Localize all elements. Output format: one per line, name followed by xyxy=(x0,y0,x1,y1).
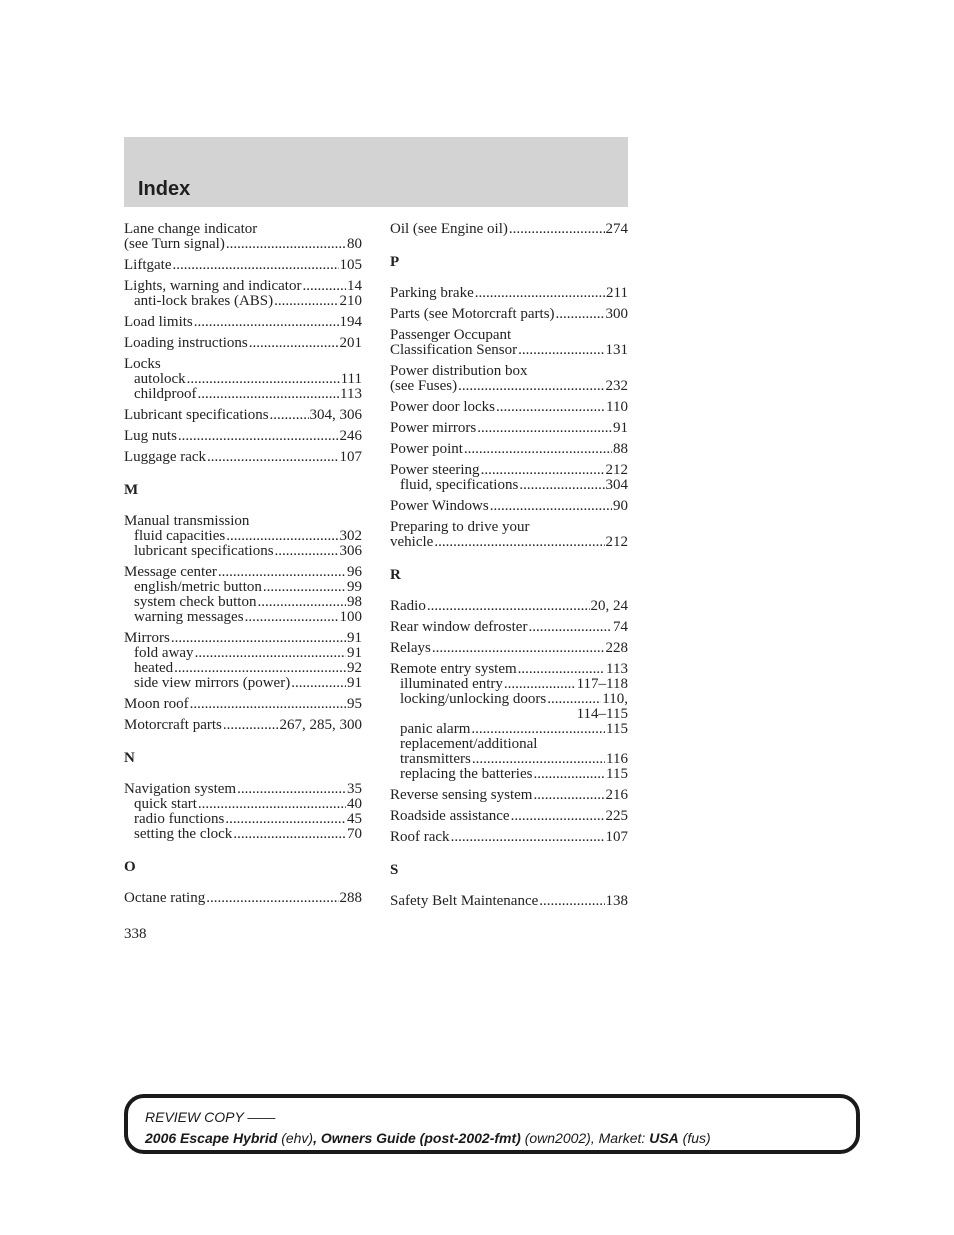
dot-leader xyxy=(171,631,346,646)
index-term: Parts (see Motorcraft parts) xyxy=(390,306,555,322)
index-entry-line xyxy=(124,315,362,330)
index-page-ref: 304 xyxy=(605,477,628,493)
index-entry-line xyxy=(390,286,628,301)
index-term: Power point xyxy=(390,441,463,457)
dot-leader xyxy=(226,237,346,252)
dot-leader xyxy=(504,677,576,692)
index-page-ref: 113 xyxy=(606,661,628,677)
index-page-ref: 113 xyxy=(340,386,362,402)
dot-leader xyxy=(432,641,605,656)
index-term: Luggage rack xyxy=(124,449,207,465)
index-page-ref: 212 xyxy=(605,462,628,478)
index-page-ref: 216 xyxy=(605,787,628,803)
dot-leader xyxy=(275,544,339,559)
index-entry-line xyxy=(390,599,628,614)
index-entry xyxy=(124,782,362,842)
index-entry xyxy=(124,891,362,906)
dot-leader xyxy=(218,565,346,580)
index-term: Load limits xyxy=(124,314,193,330)
index-term: (see Fuses) xyxy=(390,378,458,394)
dot-leader xyxy=(263,580,346,595)
dot-leader xyxy=(490,499,612,514)
index-page-ref: 95 xyxy=(347,696,362,712)
index-term: vehicle xyxy=(390,534,434,550)
index-subentry xyxy=(124,812,362,827)
index-subentry xyxy=(390,767,628,782)
index-entry-line xyxy=(390,379,628,394)
index-subentry xyxy=(124,661,362,676)
index-column-left xyxy=(124,222,362,912)
index-term: Passenger Occupant xyxy=(390,327,512,343)
separator: , xyxy=(313,1130,317,1146)
index-entry xyxy=(390,830,628,845)
index-page-ref: 99 xyxy=(347,579,362,595)
review-copy-label: REVIEW COPY —— xyxy=(145,1109,276,1125)
index-entry xyxy=(390,620,628,635)
index-term: Roof rack xyxy=(390,829,450,845)
index-page-ref: 40 xyxy=(347,796,362,812)
index-page-ref: 91 xyxy=(347,675,362,691)
index-term: panic alarm xyxy=(400,721,471,737)
dot-leader xyxy=(475,286,605,301)
index-page-ref: 225 xyxy=(605,808,628,824)
dot-leader xyxy=(187,372,340,387)
guide-code: (own2002) xyxy=(524,1130,591,1146)
index-entry xyxy=(124,514,362,559)
index-entry-line xyxy=(390,788,628,803)
index-subentry xyxy=(124,387,362,402)
index-page-ref: 100 xyxy=(339,609,362,625)
index-term: Oil (see Engine oil) xyxy=(390,221,508,237)
index-entry xyxy=(390,286,628,301)
dot-leader xyxy=(197,387,339,402)
index-subentry xyxy=(124,529,362,544)
dot-leader xyxy=(547,692,601,707)
dot-leader xyxy=(174,661,346,676)
index-entry-line xyxy=(124,336,362,351)
index-entry-line xyxy=(124,514,362,529)
dot-leader xyxy=(237,782,346,797)
index-page-ref: 274 xyxy=(605,221,628,237)
index-term: fold away xyxy=(134,645,194,661)
dot-leader xyxy=(194,315,339,330)
index-term: Safety Belt Maintenance xyxy=(390,893,539,909)
index-subentry xyxy=(390,692,628,707)
dot-leader xyxy=(518,343,604,358)
index-page-ref: 201 xyxy=(339,335,362,351)
index-entry xyxy=(124,718,362,733)
dot-leader xyxy=(198,797,346,812)
index-entry xyxy=(390,499,628,514)
index-term: Message center xyxy=(124,564,217,580)
index-term: side view mirrors (power) xyxy=(134,675,291,691)
index-entry-line xyxy=(390,620,628,635)
index-page-ref: 115 xyxy=(606,721,628,737)
index-term: Moon roof xyxy=(124,696,189,712)
dot-leader xyxy=(533,767,605,782)
index-subentry xyxy=(124,595,362,610)
index-page-ref: 194 xyxy=(339,314,362,330)
index-entry xyxy=(124,631,362,691)
index-entry xyxy=(124,258,362,273)
dot-leader xyxy=(471,722,605,737)
index-term: english/metric button xyxy=(134,579,262,595)
index-entry-line xyxy=(124,237,362,252)
index-page-ref: 107 xyxy=(339,449,362,465)
index-term: autolock xyxy=(134,371,186,387)
index-term: replacing the batteries xyxy=(400,766,533,782)
index-page-ref: 90 xyxy=(613,498,628,514)
dot-leader xyxy=(223,718,279,733)
index-term: Manual transmission xyxy=(124,513,250,529)
dot-leader xyxy=(190,697,346,712)
index-subentry xyxy=(390,677,628,692)
index-term: radio functions xyxy=(134,811,225,827)
index-page-ref: 115 xyxy=(606,766,628,782)
index-entry-line xyxy=(390,307,628,322)
index-term: anti-lock brakes (ABS) xyxy=(134,293,274,309)
index-entry-line xyxy=(124,718,362,733)
index-term: Power mirrors xyxy=(390,420,477,436)
index-page-ref: 70 xyxy=(347,826,362,842)
index-page-ref: 45 xyxy=(347,811,362,827)
index-subentry xyxy=(390,722,628,737)
index-page-ref: 117–118 xyxy=(576,676,628,692)
index-entry-line xyxy=(390,830,628,845)
index-term: Lane change indicator xyxy=(124,221,258,237)
index-entry-line xyxy=(390,894,628,909)
index-letter-heading: M xyxy=(124,482,139,498)
dot-leader xyxy=(225,812,346,827)
index-term: transmitters xyxy=(400,751,471,767)
index-term: Power Windows xyxy=(390,498,489,514)
index-term: Reverse sensing system xyxy=(390,787,533,803)
dot-leader xyxy=(270,408,309,423)
index-page-ref: 35 xyxy=(347,781,362,797)
index-term: Classification Sensor xyxy=(390,342,518,358)
index-term: fluid capacities xyxy=(134,528,226,544)
index-term: replacement/additional xyxy=(400,736,538,752)
guide-name: Owners Guide (post-2002-fmt) xyxy=(320,1130,521,1146)
index-entry xyxy=(124,429,362,444)
dot-leader xyxy=(249,336,339,351)
index-entry xyxy=(390,400,628,415)
index-entry xyxy=(390,307,628,322)
index-page-ref: 110, xyxy=(602,691,628,707)
index-term: Radio xyxy=(390,598,426,614)
index-term: Roadside assistance xyxy=(390,808,510,824)
index-term: Octane rating xyxy=(124,890,206,906)
index-subentry xyxy=(124,580,362,595)
index-term: system check button xyxy=(134,594,257,610)
index-page-ref: 96 xyxy=(347,564,362,580)
dot-leader xyxy=(451,830,605,845)
index-entry-line xyxy=(124,782,362,797)
index-term: Power distribution box xyxy=(390,363,528,379)
dot-leader xyxy=(274,294,338,309)
index-entry xyxy=(124,697,362,712)
index-entry-line xyxy=(124,408,362,423)
dot-leader xyxy=(206,891,338,906)
market-name: USA xyxy=(649,1130,679,1146)
index-entry xyxy=(390,364,628,394)
index-entry xyxy=(390,894,628,909)
index-page-ref: 228 xyxy=(605,640,628,656)
index-page-ref: 105 xyxy=(339,257,362,273)
index-entry-line xyxy=(124,279,362,294)
index-header-band xyxy=(124,137,628,207)
index-page-ref: 20, 24 xyxy=(590,598,628,614)
index-entry xyxy=(124,315,362,330)
index-letter-heading: S xyxy=(390,862,399,878)
index-page-ref: 131 xyxy=(605,342,628,358)
index-entry-line xyxy=(390,421,628,436)
index-subentry xyxy=(124,646,362,661)
index-entry xyxy=(390,809,628,824)
dot-leader xyxy=(195,646,346,661)
dot-leader xyxy=(291,676,346,691)
index-term: setting the clock xyxy=(134,826,233,842)
index-page-ref: 267, 285, 300 xyxy=(279,717,362,733)
index-term: quick start xyxy=(134,796,197,812)
index-term: locking/unlocking doors xyxy=(400,691,547,707)
dot-leader xyxy=(226,529,338,544)
index-entry xyxy=(124,357,362,402)
dot-leader xyxy=(509,222,605,237)
dot-leader xyxy=(178,429,339,444)
index-term: Loading instructions xyxy=(124,335,248,351)
index-term: lubricant specifications xyxy=(134,543,274,559)
dot-leader xyxy=(434,535,604,550)
index-subentry xyxy=(124,372,362,387)
dot-leader xyxy=(233,827,346,842)
index-term: Locks xyxy=(124,356,161,372)
index-entry-line xyxy=(390,641,628,656)
index-entry-line xyxy=(124,222,362,237)
index-term: (see Turn signal) xyxy=(124,236,225,252)
index-entry-line xyxy=(390,535,628,550)
model-code: (ehv) xyxy=(281,1130,314,1146)
index-term: Relays xyxy=(390,640,431,656)
dot-leader xyxy=(511,809,605,824)
index-entry-line xyxy=(124,429,362,444)
index-entry-line xyxy=(390,442,628,457)
index-term: Rear window defroster xyxy=(390,619,528,635)
page-title: Index xyxy=(138,178,191,200)
index-entry-line xyxy=(390,328,628,343)
index-term: Preparing to drive your xyxy=(390,519,530,535)
page-number: 338 xyxy=(124,926,147,942)
dot-leader xyxy=(207,450,338,465)
index-entry xyxy=(390,463,628,493)
index-subentry xyxy=(124,294,362,309)
index-page-ref: 91 xyxy=(347,630,362,646)
index-entry-line xyxy=(124,697,362,712)
index-page-ref: 116 xyxy=(606,751,628,767)
index-entry-line xyxy=(390,400,628,415)
index-entry-line xyxy=(390,364,628,379)
index-entry-line xyxy=(390,520,628,535)
review-copy-footer xyxy=(124,1094,860,1154)
index-page-ref: 107 xyxy=(605,829,628,845)
dot-leader xyxy=(528,620,612,635)
index-term: Power steering xyxy=(390,462,480,478)
index-term: Power door locks xyxy=(390,399,495,415)
index-entry xyxy=(390,788,628,803)
index-term: heated xyxy=(134,660,174,676)
dot-leader xyxy=(302,279,346,294)
index-term: Lights, warning and indicator xyxy=(124,278,302,294)
index-entry xyxy=(390,328,628,358)
dot-leader xyxy=(172,258,338,273)
index-page-ref: 91 xyxy=(347,645,362,661)
index-term: illuminated entry xyxy=(400,676,503,692)
dot-leader xyxy=(458,379,604,394)
index-subentry xyxy=(390,737,628,752)
dot-leader xyxy=(481,463,605,478)
index-subentry xyxy=(124,610,362,625)
index-page-continuation: 114–115 xyxy=(576,706,628,722)
index-term: Parking brake xyxy=(390,285,474,301)
index-page-ref: 111 xyxy=(340,371,362,387)
index-subentry xyxy=(124,676,362,691)
index-subentry xyxy=(124,827,362,842)
index-page-ref: 14 xyxy=(347,278,362,294)
market-code: (fus) xyxy=(682,1130,711,1146)
index-page-ref: 92 xyxy=(347,660,362,676)
dot-leader xyxy=(472,752,605,767)
index-page-ref: 302 xyxy=(339,528,362,544)
index-term: Mirrors xyxy=(124,630,170,646)
index-entry xyxy=(390,662,628,782)
index-entry xyxy=(390,599,628,614)
index-entry xyxy=(124,565,362,625)
index-page-ref: 138 xyxy=(605,893,628,909)
dot-leader xyxy=(245,610,339,625)
index-page-ref: 288 xyxy=(339,890,362,906)
index-term: Motorcraft parts xyxy=(124,717,222,733)
model-name: 2006 Escape Hybrid xyxy=(145,1130,278,1146)
index-page-ref: 246 xyxy=(339,428,362,444)
index-page-ref: 232 xyxy=(605,378,628,394)
index-term: Lug nuts xyxy=(124,428,177,444)
index-column-right xyxy=(390,222,628,915)
index-subentry xyxy=(124,797,362,812)
index-page-ref: 211 xyxy=(606,285,628,301)
dot-leader xyxy=(518,662,605,677)
index-subentry xyxy=(390,752,628,767)
market-label: , Market: xyxy=(590,1130,646,1146)
index-term: warning messages xyxy=(134,609,244,625)
index-entry-line xyxy=(124,450,362,465)
index-entry xyxy=(124,450,362,465)
index-subentry xyxy=(390,478,628,493)
index-term: childproof xyxy=(134,386,197,402)
index-entry-line xyxy=(390,499,628,514)
dot-leader xyxy=(496,400,605,415)
index-entry-line xyxy=(124,258,362,273)
index-entry xyxy=(390,641,628,656)
dot-leader xyxy=(519,478,604,493)
index-entry xyxy=(124,336,362,351)
index-entry xyxy=(390,520,628,550)
index-page-ref: 80 xyxy=(347,236,362,252)
dot-leader xyxy=(427,599,590,614)
index-entry-line xyxy=(390,809,628,824)
index-term: Remote entry system xyxy=(390,661,517,677)
index-letter-heading: P xyxy=(390,254,400,270)
index-page-ref: 304, 306 xyxy=(309,407,362,423)
index-entry-line xyxy=(390,222,628,237)
dot-leader xyxy=(539,894,604,909)
index-page-ref: 212 xyxy=(605,534,628,550)
index-entry-line xyxy=(124,631,362,646)
dot-leader xyxy=(464,442,612,457)
document-identifier xyxy=(145,1130,711,1146)
index-entry xyxy=(390,222,628,237)
index-page-ref: 91 xyxy=(613,420,628,436)
index-page-ref: 74 xyxy=(613,619,628,635)
index-letter-heading: N xyxy=(124,750,135,766)
index-entry-line xyxy=(124,891,362,906)
index-term: Liftgate xyxy=(124,257,172,273)
index-entry-line xyxy=(390,463,628,478)
index-entry xyxy=(390,421,628,436)
index-page-ref: 110 xyxy=(606,399,628,415)
index-term: fluid, specifications xyxy=(400,477,519,493)
index-term: Navigation system xyxy=(124,781,237,797)
dot-leader xyxy=(556,307,605,322)
dot-leader xyxy=(477,421,612,436)
index-entry xyxy=(390,442,628,457)
index-page-ref: 306 xyxy=(339,543,362,559)
index-entry-line xyxy=(124,565,362,580)
index-page-ref: 210 xyxy=(339,293,362,309)
index-entry xyxy=(124,222,362,252)
index-entry-line xyxy=(124,357,362,372)
index-subentry xyxy=(124,544,362,559)
index-entry xyxy=(124,279,362,309)
index-term: Lubricant specifications xyxy=(124,407,269,423)
index-entry xyxy=(124,408,362,423)
dot-leader xyxy=(533,788,604,803)
index-letter-heading: R xyxy=(390,567,401,583)
index-entry-line xyxy=(390,343,628,358)
index-page-ref: 300 xyxy=(605,306,628,322)
index-letter-heading: O xyxy=(124,859,136,875)
dot-leader xyxy=(257,595,346,610)
index-page-ref: 98 xyxy=(347,594,362,610)
index-entry-line xyxy=(390,662,628,677)
index-page-ref: 88 xyxy=(613,441,628,457)
